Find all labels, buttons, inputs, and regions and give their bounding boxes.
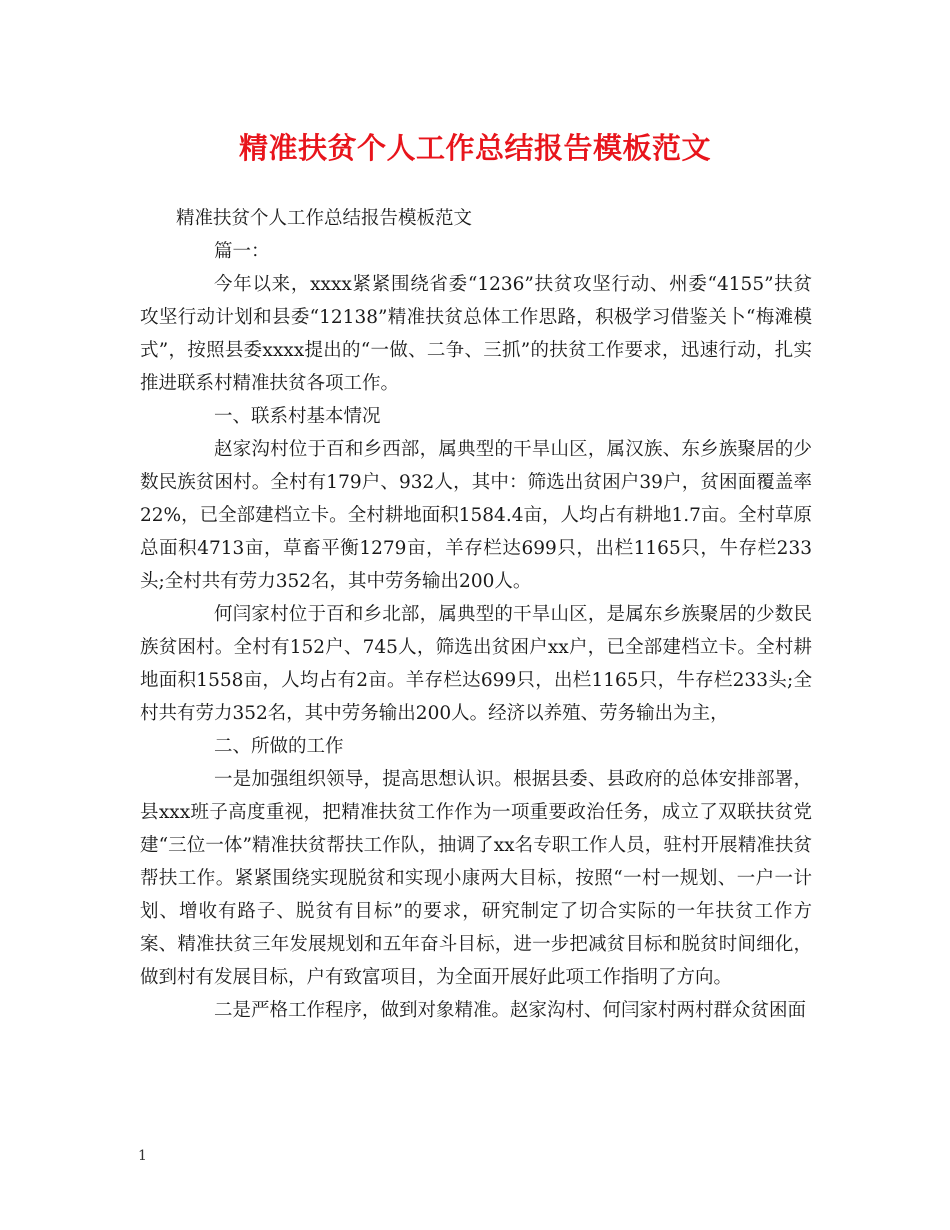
heading-work-done: 二、所做的工作 xyxy=(214,736,344,757)
document-subtitle: 精准扶贫个人工作总结报告模板范文 xyxy=(176,208,473,229)
paragraph-procedure: 二是严格工作程序，做到对象精准。赵家沟村、何闫家村两村群众贫困面 xyxy=(214,1000,807,1021)
paragraph-intro: 今年以来，xxxx紧紧围绕省委“1236”扶贫攻坚行动、州委“4155”扶贫攻坚行动计划和县委“12138”精准扶贫总体工作思路，积极学习借鉴关卜“梅滩模式”，按照县委xxxx提出的“一做、二争、三抓”的扶贫工作要求，迅速行动，扎实推进联系村精准扶贫各项工作。 xyxy=(140,274,812,394)
paragraph-zhaojiagou: 赵家沟村位于百和乡西部，属典型的干旱山区，属汉族、东乡族聚居的少数民族贫困村。全村有179户、932人，其中：筛选出贫困户39户，贫困面覆盖率22%，已全部建档立卡。全村耕地面积1584.4亩，人均占有耕地1.7亩。全村草原总面积4713亩，草畜平衡1279亩，羊存栏达699只，出栏1165只，牛存栏233头;全村共有劳力352名，其中劳务输出200人。 xyxy=(140,439,812,592)
document-body xyxy=(140,202,812,1027)
paragraph-heyanjia: 何闫家村位于百和乡北部，属典型的干旱山区，是属东乡族聚居的少数民族贫困村。全村有152户、745人，筛选出贫困户xx户，已全部建档立卡。全村耕地面积1558亩，人均占有2亩。羊存栏达699只，出栏1165只，牛存栏233头;全村共有劳力352名，其中劳务输出200人。经济以养殖、劳务输出为主， xyxy=(140,604,812,724)
heading-village-overview: 一、联系村基本情况 xyxy=(214,406,381,427)
section-label: 篇一： xyxy=(214,241,270,262)
page-number: 1 xyxy=(138,1148,147,1164)
document-title: 精准扶贫个人工作总结报告模板范文 xyxy=(238,131,711,165)
paragraph-leadership: 一是加强组织领导，提高思想认识。根据县委、县政府的总体安排部署，县xxx班子高度重视，把精准扶贫工作作为一项重要政治任务，成立了双联扶贫党建“三位一体”精准扶贫帮扶工作队，抽调了xx名专职工作人员，驻村开展精准扶贫帮扶工作。紧紧围绕实现脱贫和实现小康两大目标，按照“一村一规划、一户一计划、增收有路子、脱贫有目标”的要求，研究制定了切合实际的一年扶贫工作方案、精准扶贫三年发展规划和五年奋斗目标，进一步把减贫目标和脱贫时间细化，做到村有发展目标，户有致富项目，为全面开展好此项工作指明了方向。 xyxy=(140,769,812,988)
